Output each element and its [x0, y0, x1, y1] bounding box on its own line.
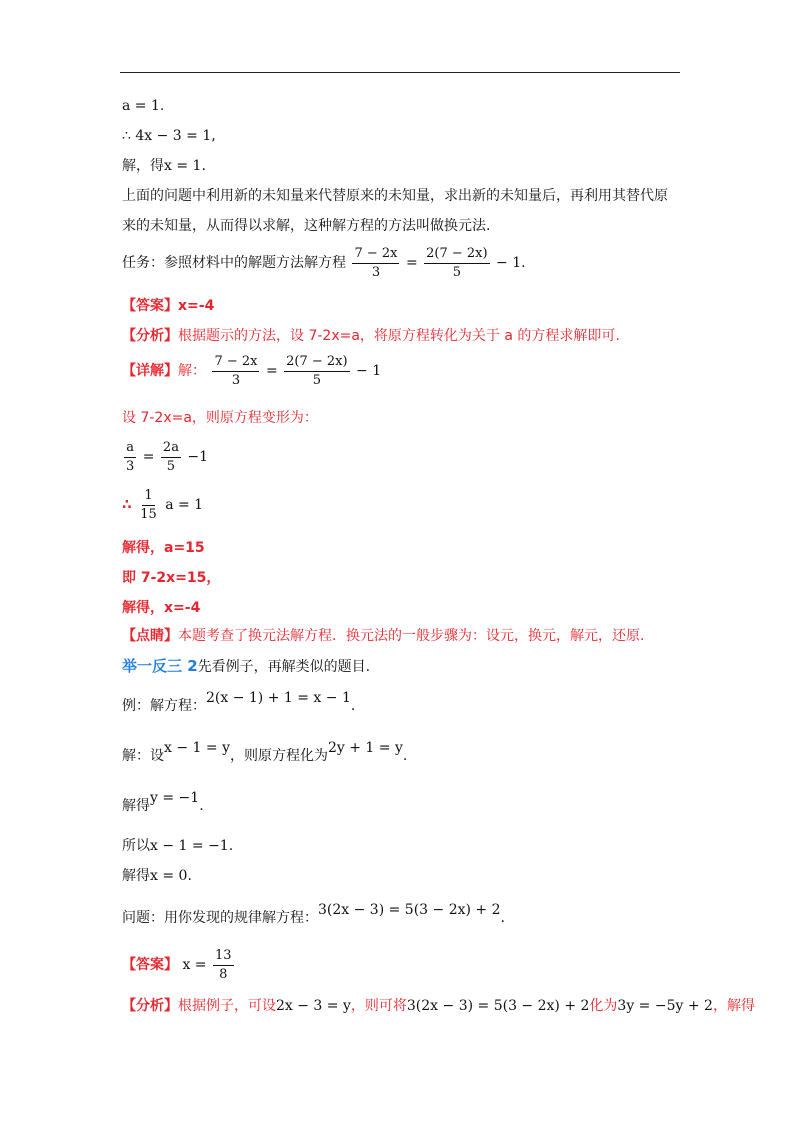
math-x-1-y: x − 1 = y	[164, 740, 230, 756]
header-rule	[120, 72, 680, 73]
detail-step-equation: $\frac{a}{3}$ = $\frac{2a}{5}$ −1	[126, 439, 209, 474]
answer-tag: 【答案】	[122, 298, 178, 314]
math-x-eq-1: x = 1	[164, 158, 202, 174]
math-4x-3: ∴ 4x − 3 = 1	[122, 128, 212, 144]
task-line: 任务：参照材料中的解题方法解方程 $\frac{7 - 2x}{3}$ = $\frac{2(7 - 2x)}{5}$ − 1.	[122, 245, 526, 280]
step-fraction-1-15: $\frac{1}{15}$	[140, 487, 157, 522]
line-a-equals-1: a = 1.	[122, 98, 165, 114]
detail-step-a15: 解得，a=15	[122, 540, 205, 556]
detail-step-x-4: 解得，x=-4	[122, 600, 201, 616]
analysis-1: 【分析】根据题示的方法，设 7-2x=a，将原方程转化为关于 a 的方程求解即可.	[122, 328, 620, 344]
math-y-neg-1: y = −1	[150, 790, 200, 806]
solution-line: 解：设x − 1 = y，则原方程化为2y + 1 = y.	[122, 740, 408, 764]
detail-step-7-2x: 即 7-2x=15，	[122, 570, 221, 586]
section-2-heading: 举一反三 2先看例子，再解类似的题目.	[122, 657, 371, 675]
detail-fraction-2: $\frac{2(7 - 2x)}{5}$	[286, 353, 348, 388]
detail-step-substitute: 设 7-2x=a，则原方程变形为：	[122, 410, 318, 426]
task-fraction-2: $\frac{2(7 - 2x)}{5}$	[426, 245, 488, 280]
paragraph-line-2: 来的未知量，从而得以求解，这种解方程的方法叫做换元法.	[122, 218, 491, 234]
question-line: 问题：用你发现的规律解方程：3(2x − 3) = 5(3 − 2x) + 2.	[122, 902, 505, 926]
math-x-0: x = 0	[150, 868, 188, 884]
line-therefore: ∴ 4x − 3 = 1,	[122, 128, 216, 144]
math-a-eq-1: a = 1	[122, 98, 160, 114]
paragraph-line-1: 上面的问题中利用新的未知量来代替原来的未知量，求出新的未知量后，再利用其替代原	[122, 188, 668, 204]
comment-tag: 【点睛】	[122, 628, 178, 644]
math-x-1-neg1: x − 1 = −1	[150, 838, 229, 854]
example-line: 例：解方程：2(x − 1) + 1 = x − 1.	[122, 690, 356, 714]
detail-step-therefore: ∴ $\frac{1}{15}$ a = 1	[122, 487, 204, 522]
therefore-symbol: ∴	[122, 497, 132, 513]
step-fraction-2a5: $\frac{2a}{5}$	[162, 439, 179, 474]
analysis-tag: 【分析】	[122, 328, 178, 344]
step-fraction-a3: $\frac{a}{3}$	[126, 439, 135, 474]
analysis-2-tag: 【分析】	[122, 998, 178, 1014]
detail-1-line: 【详解】解： $\frac{7 - 2x}{3}$ = $\frac{2(7 - 2x)}{5}$ − 1	[122, 353, 382, 388]
math-example: 2(x − 1) + 1 = x − 1	[206, 690, 351, 706]
analysis-2: 【分析】根据例子，可设2x − 3 = y，则可将3(2x − 3) = 5(3 − 2x) + 2化为3y = −5y + 2，解得	[122, 998, 755, 1014]
line-solve-x: 解，得x = 1.	[122, 158, 206, 174]
section-title: 举一反三 2	[122, 657, 198, 675]
detail-fraction-1: $\frac{7 - 2x}{3}$	[214, 353, 258, 388]
answer-2: 【答案】 x = $\frac{13}{8}$	[122, 947, 232, 982]
detail-tag: 【详解】	[122, 363, 178, 379]
answer-1: 【答案】x=-4	[122, 298, 215, 314]
math-question: 3(2x − 3) = 5(3 − 2x) + 2	[318, 902, 501, 918]
answer-2-fraction: $\frac{13}{8}$	[214, 947, 232, 982]
result-line: 解得x = 0.	[122, 868, 192, 884]
get-y-line: 解得y = −1.	[122, 790, 204, 814]
task-fraction-1: $\frac{7 - 2x}{3}$	[354, 245, 398, 280]
math-2y-1-y: 2y + 1 = y	[327, 740, 403, 756]
comment-1: 【点睛】本题考查了换元法解方程．换元法的一般步骤为：设元，换元，解元，还原.	[122, 628, 645, 644]
so-line: 所以x − 1 = −1.	[122, 838, 234, 854]
answer-2-tag: 【答案】	[122, 957, 178, 973]
